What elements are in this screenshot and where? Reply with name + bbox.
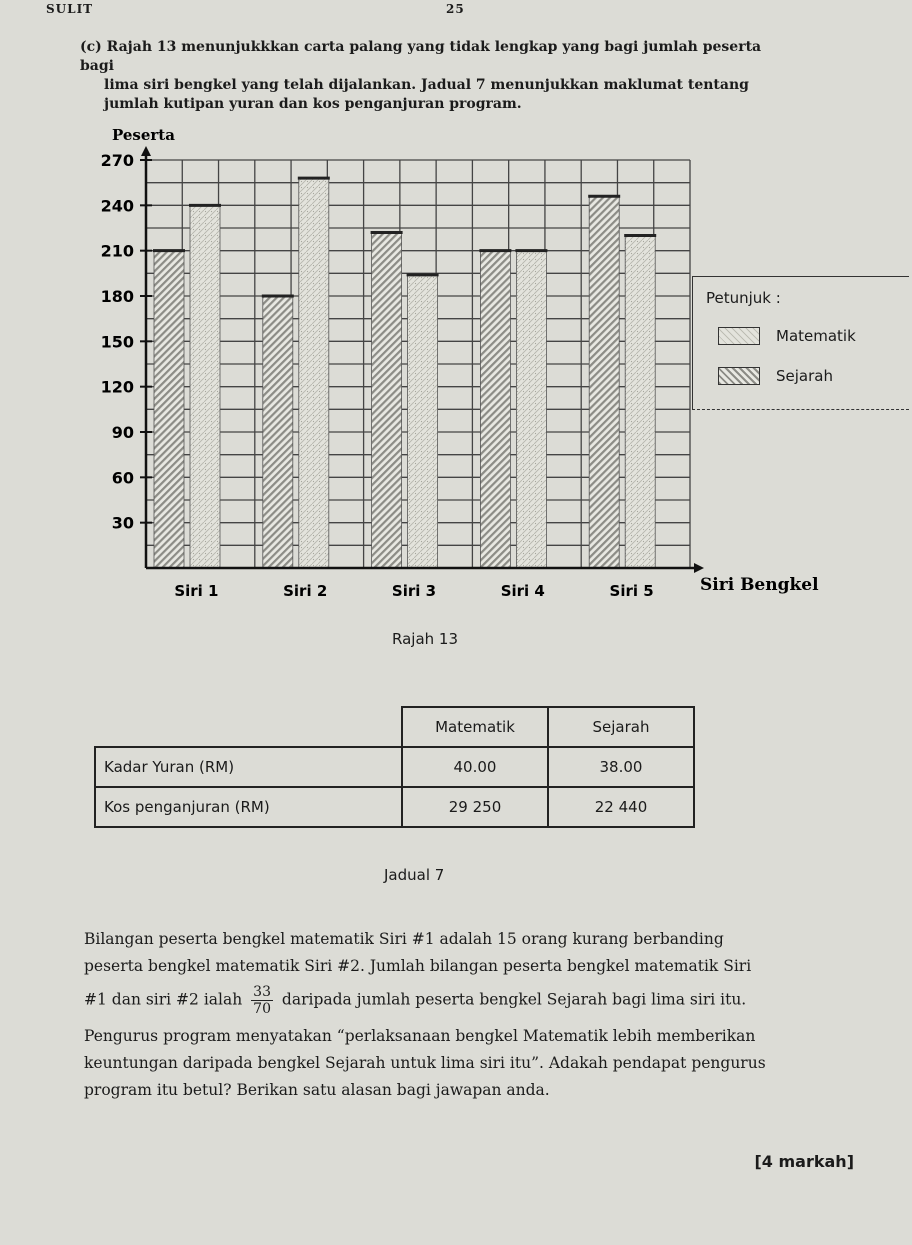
header-sulit: SULIT — [46, 2, 94, 16]
legend-label-sejarah: Sejarah — [776, 367, 833, 385]
intro-line-1: Rajah 13 menunjukkkan carta palang yang tidak lengkap yang bagi jumlah peserta bagi — [80, 39, 762, 74]
y-tick-label: 210 — [100, 241, 134, 261]
table-cell: 29 250 — [402, 787, 548, 827]
bar-matematik-4 — [516, 251, 546, 568]
y-tick-label: 270 — [100, 151, 134, 170]
bar-sejarah-2 — [263, 296, 293, 568]
table-row-label: Kos penganjuran (RM) — [95, 787, 402, 827]
question-line-5: keuntungan daripada bengkel Sejarah untuk lima siri itu”. Adakah pendapat pengurus — [84, 1054, 766, 1072]
intro-line-2: lima siri bengkel yang telah dijalankan. Jadual 7 menunjukkan maklumat tentang — [104, 77, 749, 93]
y-tick-label: 90 — [111, 423, 134, 442]
question-line-3-pre: #1 dan siri #2 ialah — [84, 990, 243, 1009]
bar-sejarah-3 — [372, 233, 402, 568]
fraction-denominator: 70 — [253, 1001, 271, 1017]
table-cell: 38.00 — [548, 747, 694, 787]
y-axis-arrow — [141, 146, 151, 156]
bar-matematik-5 — [625, 236, 655, 568]
y-tick-label: 30 — [111, 513, 134, 533]
legend-item-sejarah — [718, 367, 833, 385]
legend-item-matematik — [718, 327, 856, 345]
bar-sejarah-1 — [154, 251, 184, 568]
table-header-row — [95, 707, 694, 747]
marks-label: [4 markah] — [754, 1152, 854, 1171]
table-row — [95, 747, 694, 787]
fraction-numerator: 33 — [253, 984, 271, 1000]
x-tick-label: Siri 3 — [391, 582, 437, 600]
y-tick-label: 240 — [100, 196, 134, 216]
bar-matematik-1 — [190, 205, 220, 568]
intro-line-3: jumlah kutipan yuran dan kos penganjuran program. — [104, 96, 522, 112]
data-table — [94, 706, 695, 828]
y-tick-label: 120 — [100, 377, 134, 397]
bar-matematik-2 — [299, 178, 329, 568]
table-caption: Jadual 7 — [384, 866, 445, 884]
page-number: 25 — [446, 2, 465, 16]
table-row-label: Kadar Yuran (RM) — [95, 747, 402, 787]
question-line-4: Pengurus program menyatakan “perlaksanaan bengkel Matematik lebih memberikan — [84, 1027, 756, 1045]
question-line-2: peserta bengkel matematik Siri #2. Jumlah bilangan peserta bengkel matematik Siri — [84, 957, 752, 975]
bar-matematik-3 — [408, 275, 438, 568]
question-line-3-post: daripada jumlah peserta bengkel Sejarah bagi lima siri itu. — [281, 990, 747, 1009]
table-header-sejarah: Sejarah — [548, 707, 694, 747]
x-tick-label: Siri 2 — [283, 582, 328, 600]
bar-sejarah-4 — [480, 251, 510, 568]
table-cell: 40.00 — [402, 747, 548, 787]
y-axis-label: Peserta — [112, 126, 175, 144]
table-cell: 22 440 — [548, 787, 694, 827]
legend-swatch-matematik — [718, 327, 760, 345]
x-tick-label: Siri 4 — [500, 582, 545, 600]
table-corner — [95, 707, 402, 747]
part-label: (c) — [80, 39, 102, 55]
chart-caption: Rajah 13 — [392, 630, 459, 648]
question-line-6: program itu betul? Berikan satu alasan bagi jawapan anda. — [84, 1081, 550, 1099]
table-row — [95, 787, 694, 827]
x-axis-arrow — [694, 563, 704, 573]
question-line-1: Bilangan peserta bengkel matematik Siri #1 adalah 15 orang kurang berbanding — [84, 930, 724, 948]
y-tick-label: 60 — [111, 468, 134, 488]
table-header-matematik: Matematik — [402, 707, 548, 747]
x-tick-label: Siri 1 — [174, 582, 219, 600]
legend-swatch-sejarah — [718, 367, 760, 385]
bar-sejarah-5 — [589, 196, 619, 568]
y-tick-label: 150 — [100, 332, 134, 352]
legend-label-matematik: Matematik — [776, 327, 856, 345]
x-axis-label: Siri Bengkel — [700, 575, 819, 595]
x-tick-label: Siri 5 — [609, 582, 654, 600]
question-text — [84, 926, 884, 1104]
question-line-3 — [84, 984, 884, 1017]
legend-title: Petunjuk : — [706, 289, 781, 307]
fraction — [251, 984, 273, 1017]
y-tick-label: 180 — [100, 287, 134, 306]
